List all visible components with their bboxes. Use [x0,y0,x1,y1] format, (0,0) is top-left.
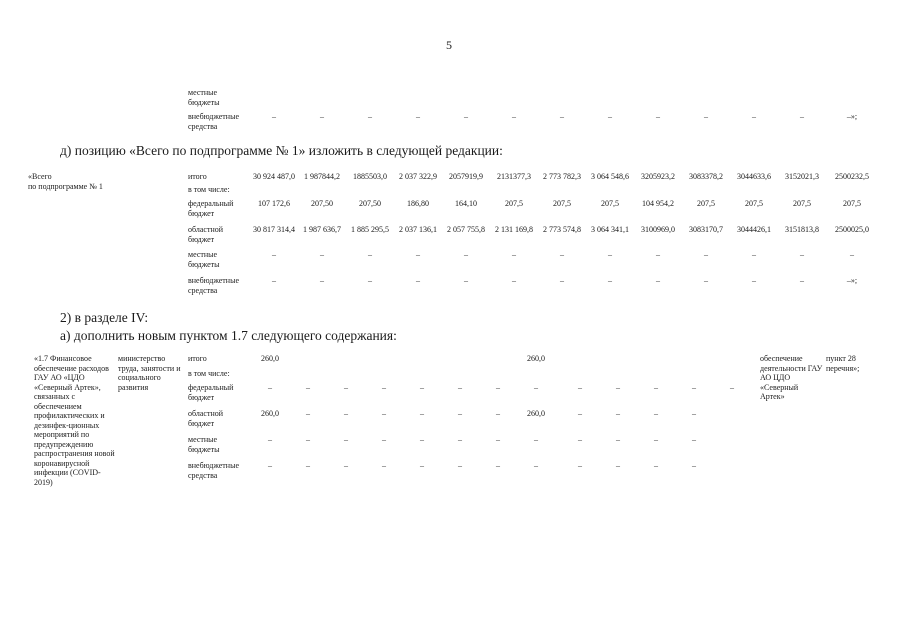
cell-value: – [654,461,658,470]
heading-a: а) дополнить новым пунктом 1.7 следующего содержания: [60,328,397,343]
row-label: внебюджетные средства [188,276,239,295]
row-label: федеральный бюджет [188,199,234,218]
cell-value: – [654,383,658,392]
executor: министерство труда, занятости и социального развития [118,354,181,392]
cell-value: – [268,383,272,392]
cell-value: 2131377,3 [497,172,531,181]
cell-value: – [578,409,582,418]
cell-value: 3083170,7 [689,225,723,234]
cell-value: 1 885 295,5 [351,225,389,234]
cell-value: – [416,250,420,259]
row-label: федеральный бюджет [188,383,234,402]
cell-value: – [656,276,660,285]
cell-value: – [464,276,468,285]
heading-section-4: 2) в разделе IV: [60,310,149,325]
cell-value: – [458,383,462,392]
row-label: местные бюджеты [188,435,220,454]
cell-value: – [306,435,310,444]
row-label: итого [188,354,207,363]
cell-value: – [512,250,516,259]
cell-value: – [704,276,708,285]
cell-value: 2 773 574,8 [543,225,581,234]
cell-value: – [560,276,564,285]
cell-value: – [320,112,324,121]
cell-value: – [458,409,462,418]
cell-value: – [692,435,696,444]
cell-value: 1 987 636,7 [303,225,341,234]
cell-value: 2 057 755,8 [447,225,485,234]
cell-value: – [416,112,420,121]
row-label: областной бюджет [188,225,224,244]
row-title-total: «Всего по подпрограмме № 1 [28,172,103,191]
cell-value: – [464,250,468,259]
cell-value: 3 064 341,1 [591,225,629,234]
cell-value: 2500232,5 [835,172,869,181]
cell-value: – [458,461,462,470]
cell-value: 1885503,0 [353,172,387,181]
row-label: внебюджетные средства [188,112,239,131]
cell-value: – [306,409,310,418]
cell-value: 3083378,2 [689,172,723,181]
cell-value: 2500025,0 [835,225,869,234]
cell-value: 207,50 [311,199,333,208]
cell-value: – [534,461,538,470]
cell-value: – [616,461,620,470]
row-label: в том числе: [188,185,230,194]
cell-value: – [416,276,420,285]
cell-value: – [692,383,696,392]
cell-value: – [608,250,612,259]
cell-value: – [560,112,564,121]
cell-value: – [752,276,756,285]
cell-value: 186,80 [407,199,429,208]
cell-value: – [344,461,348,470]
cell-value: 30 924 487,0 [253,172,295,181]
cell-value: 3100969,0 [641,225,675,234]
cell-value: 207,5 [697,199,715,208]
cell-value: 2057919,9 [449,172,483,181]
cell-value: – [616,435,620,444]
cell-value: 260,0 [527,409,545,418]
cell-value: 30 817 314,4 [253,225,295,234]
cell-value: 2 131 169,8 [495,225,533,234]
cell-value: – [344,409,348,418]
cell-value: 2 037 322,9 [399,172,437,181]
cell-value: 207,5 [843,199,861,208]
cell-value: – [800,250,804,259]
cell-value: – [496,461,500,470]
cell-value: – [496,383,500,392]
cell-value: – [752,250,756,259]
cell-value: 207,5 [601,199,619,208]
item-description: «1.7 Финансовое обеспечение расходов ГАУ АО «ЦДО «Северный Артек», связанных с обеспечением профилактических и дезинфек-ционных мероприятий по предупреждению распространения новой коронавирусной инфекции (COVID-2019) [34,354,115,487]
cell-value: – [320,276,324,285]
cell-value: 260,0 [261,409,279,418]
cell-value: – [382,461,386,470]
row-label: в том числе: [188,369,230,378]
program-link: пункт 28 перечня»; [826,354,860,373]
cell-value: 3151813,8 [785,225,819,234]
cell-value: 207,5 [793,199,811,208]
cell-value: 260,0 [261,354,279,363]
cell-value: 207,5 [745,199,763,208]
cell-value: – [382,409,386,418]
cell-value: – [800,112,804,121]
cell-value: – [368,276,372,285]
row-label: областной бюджет [188,409,224,428]
cell-value: 164,10 [455,199,477,208]
cell-value: 3044426,1 [737,225,771,234]
cell-value: – [268,435,272,444]
cell-value: –»; [846,112,858,121]
cell-value: – [692,409,696,418]
cell-value: – [578,383,582,392]
cell-value: – [306,461,310,470]
cell-value: – [656,250,660,259]
cell-value: – [496,409,500,418]
cell-value: – [704,112,708,121]
cell-value: 107 172,6 [258,199,290,208]
cell-value: – [560,250,564,259]
heading-d: д) позицию «Всего по подпрограмме № 1» изложить в следующей редакции: [60,143,503,158]
cell-value: – [850,250,854,259]
cell-value: 260,0 [527,354,545,363]
cell-value: 207,50 [359,199,381,208]
cell-value: – [704,250,708,259]
cell-value: – [534,383,538,392]
cell-value: – [368,250,372,259]
row-label: итого [188,172,207,181]
cell-value: – [320,250,324,259]
cell-value: – [656,112,660,121]
cell-value: – [420,461,424,470]
row-label: местные бюджеты [188,88,220,107]
cell-value: – [800,276,804,285]
cell-value: – [654,435,658,444]
page-number: 5 [446,38,452,52]
cell-value: 207,5 [553,199,571,208]
cell-value: – [608,112,612,121]
cell-value: –»; [846,276,858,285]
cell-value: – [496,435,500,444]
cell-value: – [272,112,276,121]
cell-value: – [344,383,348,392]
cell-value: – [578,435,582,444]
cell-value: – [420,409,424,418]
cell-value: – [692,461,696,470]
cell-value: 2 037 136,1 [399,225,437,234]
cell-value: – [458,435,462,444]
cell-value: 3152021,3 [785,172,819,181]
cell-value: – [268,461,272,470]
cell-value: 2 773 782,3 [543,172,581,181]
cell-value: – [272,276,276,285]
cell-value: – [306,383,310,392]
cell-value: 207,5 [505,199,523,208]
cell-value: – [512,276,516,285]
cell-value: – [512,112,516,121]
cell-value: – [578,461,582,470]
row-label: внебюджетные средства [188,461,239,480]
cell-value: – [420,383,424,392]
cell-value: 3044633,6 [737,172,771,181]
cell-value: 3205923,2 [641,172,675,181]
row-label: местные бюджеты [188,250,220,269]
cell-value: – [420,435,424,444]
cell-value: – [654,409,658,418]
cell-value: – [382,435,386,444]
cell-value: – [382,383,386,392]
cell-value: 104 954,2 [642,199,674,208]
cell-value: – [608,276,612,285]
cell-value: – [616,409,620,418]
expected-result: обеспечение деятельности ГАУ АО ЦДО «Северный Артек» [760,354,823,401]
cell-value: 3 064 548,6 [591,172,629,181]
cell-value: – [616,383,620,392]
cell-value: – [272,250,276,259]
cell-value: – [368,112,372,121]
cell-value: – [730,383,734,392]
cell-value: – [464,112,468,121]
cell-value: – [752,112,756,121]
cell-value: – [344,435,348,444]
cell-value: 1 987844,2 [304,172,340,181]
cell-value: – [534,435,538,444]
